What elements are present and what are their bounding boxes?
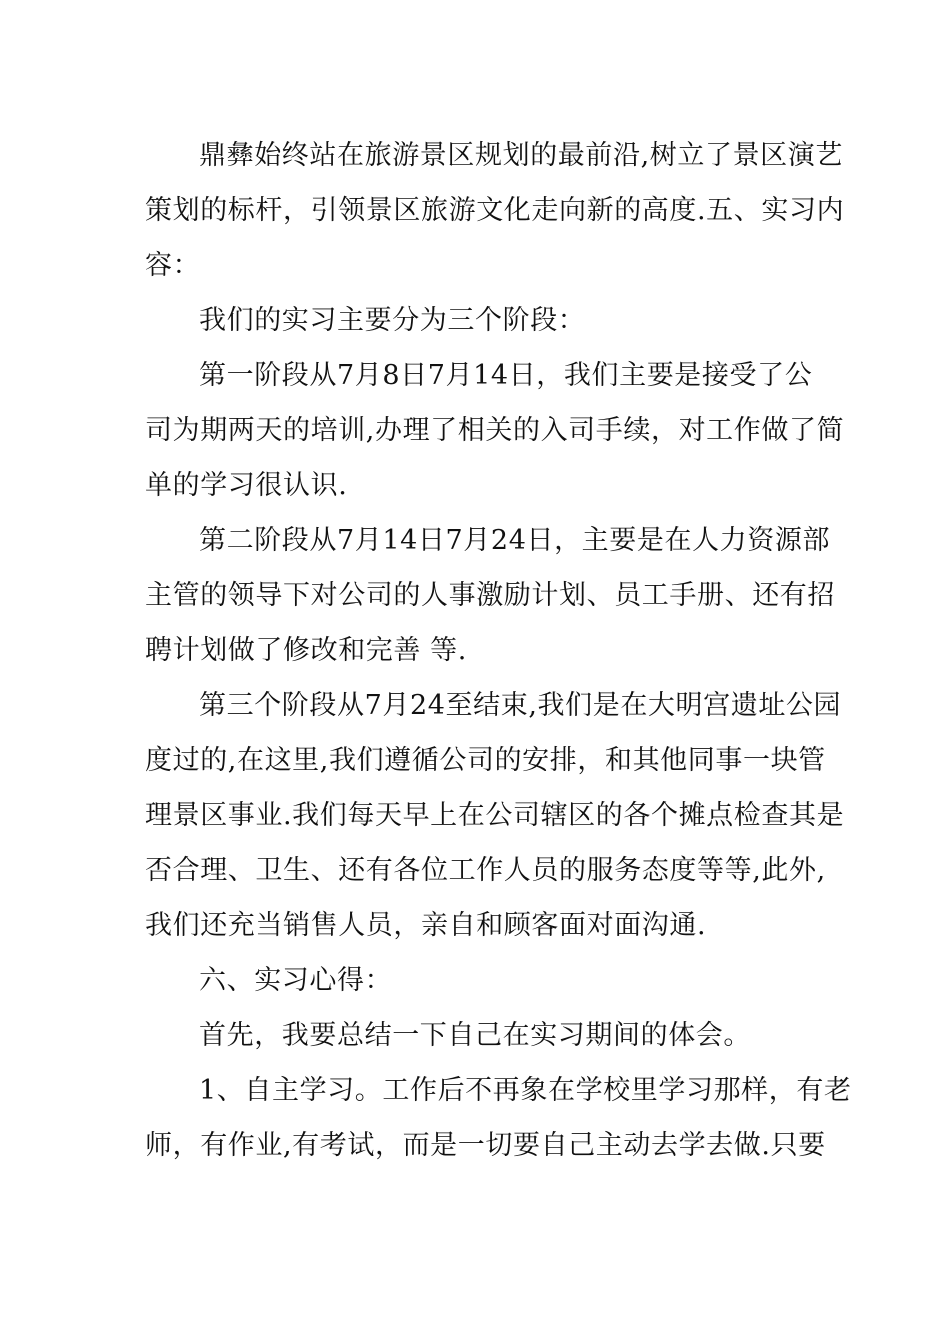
section-heading: 六、实习心得： <box>199 965 393 996</box>
paragraph-line: 第三个阶段从7月24至结束,我们是在大明宫遗址公园 <box>199 690 842 721</box>
paragraph-line: 第一阶段从7月8日7月14日，我们主要是接受了公 <box>199 360 813 391</box>
paragraph-line: 策划的标杆，引领景区旅游文化走向新的高度.五、实习内 <box>145 195 845 226</box>
paragraph-line: 我们的实习主要分为三个阶段： <box>199 305 586 336</box>
paragraph-line: 师，有作业,有考试，而是一切要自己主动去学去做.只要 <box>145 1130 826 1161</box>
paragraph-line: 司为期两天的培训,办理了相关的入司手续，对工作做了简 <box>145 415 845 446</box>
paragraph-line: 容： <box>145 250 201 281</box>
paragraph-line: 理景区事业.我们每天早上在公司辖区的各个摊点检查其是 <box>145 800 845 831</box>
paragraph-line: 我们还充当销售人员，亲自和顾客面对面沟通. <box>145 910 707 941</box>
paragraph-line: 鼎彝始终站在旅游景区规划的最前沿,树立了景区演艺 <box>199 140 843 171</box>
paragraph-line: 第二阶段从7月14日7月24日，主要是在人力资源部 <box>199 525 831 556</box>
paragraph-line: 聘计划做了修改和完善 等. <box>145 635 467 666</box>
paragraph-line: 单的学习很认识. <box>145 470 348 501</box>
paragraph-line: 否合理、卫生、还有各位工作人员的服务态度等等,此外, <box>145 855 826 886</box>
body-text <box>145 128 852 1173</box>
paragraph-line: 1、自主学习。工作后不再象在学校里学习那样，有老 <box>199 1075 852 1106</box>
paragraph-line: 首先，我要总结一下自己在实习期间的体会。 <box>199 1020 751 1051</box>
paragraph-line: 主管的领导下对公司的人事激励计划、员工手册、还有招 <box>145 580 835 611</box>
paragraph-line: 度过的,在这里,我们遵循公司的安排，和其他同事一块管 <box>145 745 826 776</box>
